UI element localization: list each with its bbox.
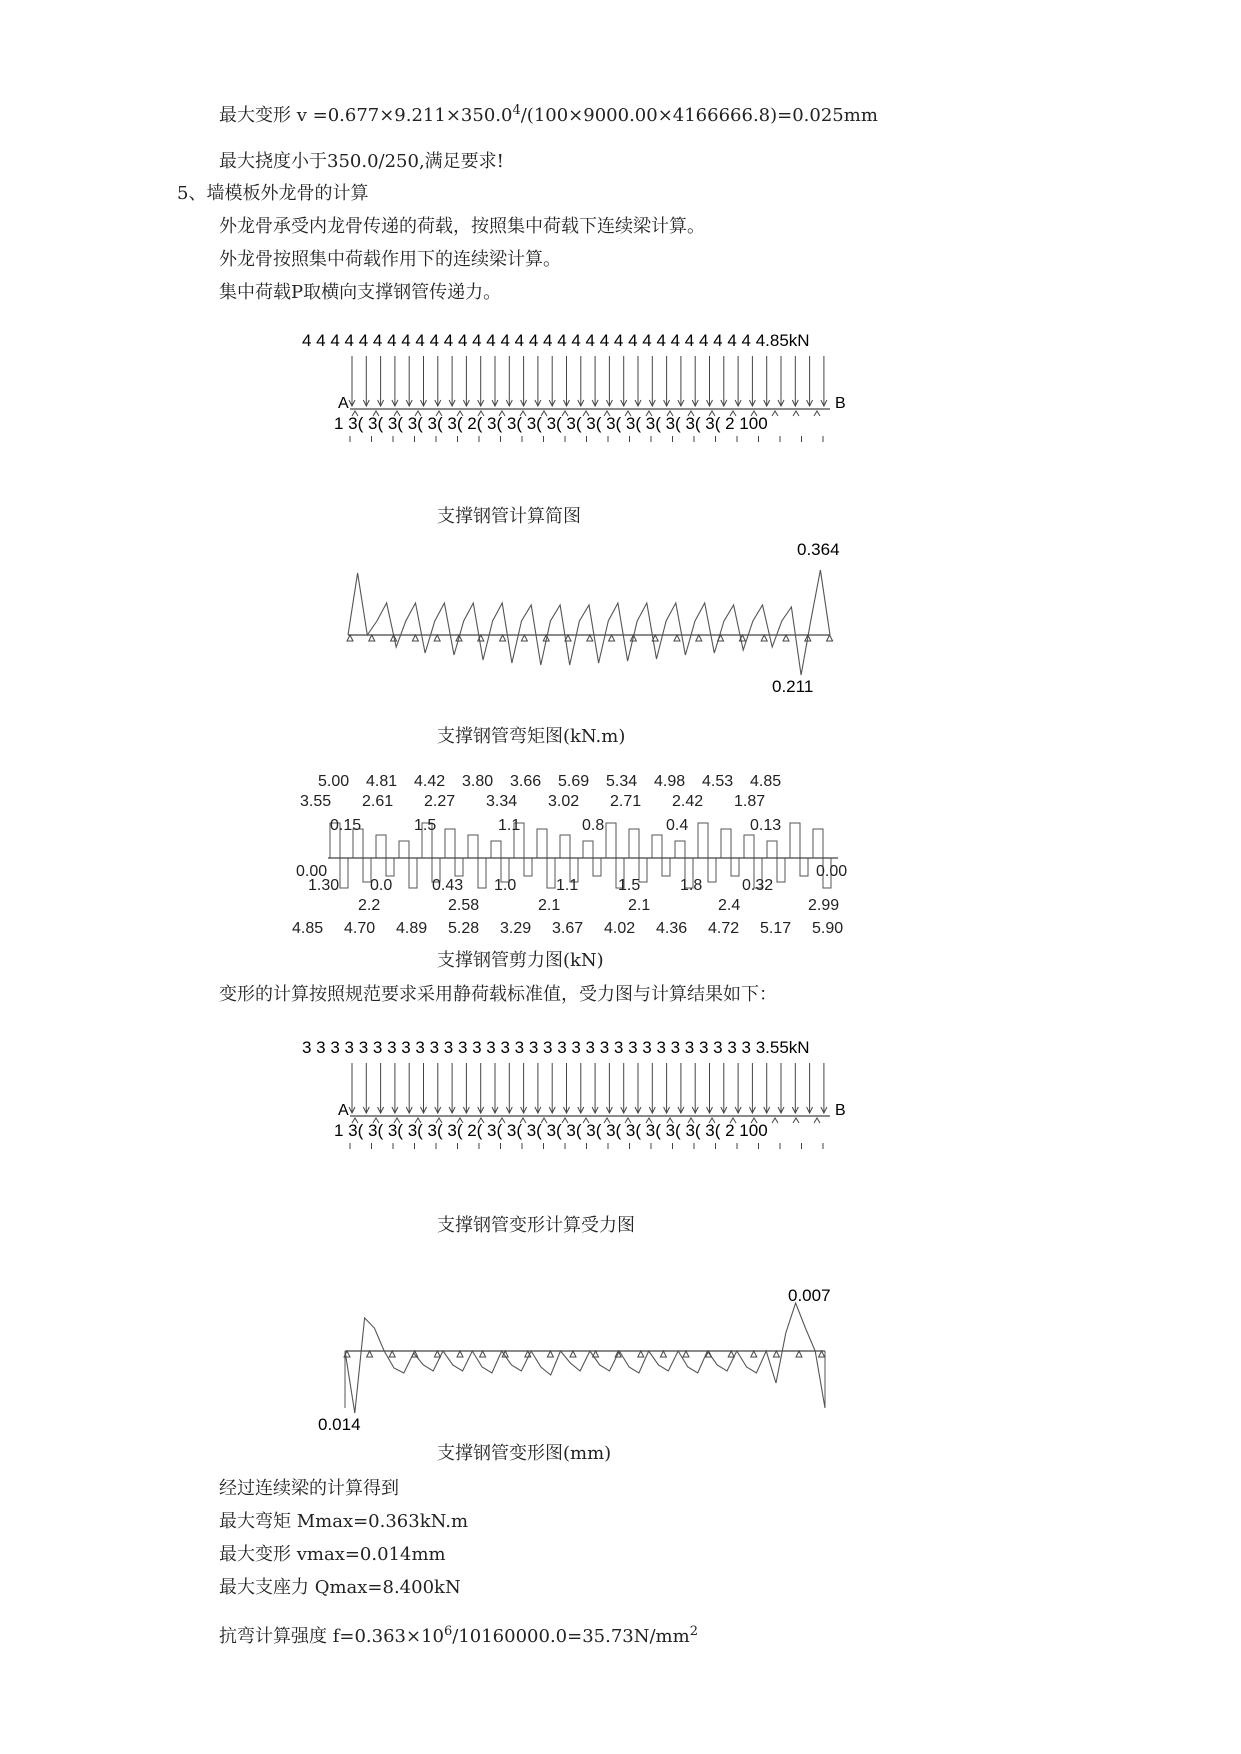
deformation-support-symbol	[593, 1351, 599, 1357]
support-symbol	[793, 411, 799, 416]
shear-upper-label: 5.34	[606, 773, 638, 790]
deformation-support-symbol	[570, 1351, 576, 1357]
shear-zero-label: 0.00	[816, 863, 848, 880]
moment-min-label: 0.211	[772, 677, 814, 696]
shear-mid-upper-label: 2.42	[672, 793, 704, 810]
shear-lower-label: 2.58	[448, 897, 480, 914]
shear-step	[698, 823, 716, 882]
shear-step	[629, 829, 647, 882]
moment-support-symbol	[412, 635, 418, 641]
support-symbol	[814, 1118, 820, 1123]
shear-mid-lower-label: 1.0	[494, 877, 517, 894]
shear-bottom-label: 4.36	[656, 920, 688, 937]
moment-support-symbol	[827, 635, 833, 641]
result-max-deflection: 最大变形 vmax=0.014mm	[219, 1544, 446, 1565]
shear-zero-label: 0.00	[296, 863, 328, 880]
shear-upper-label: 5.00	[318, 773, 350, 790]
figure-caption-3: 支撑钢管剪力图(kN)	[437, 950, 604, 971]
shear-mid-lower-label: 0.0	[370, 877, 393, 894]
shear-upper-label: 4.98	[654, 773, 686, 790]
deformation-curve	[345, 1303, 825, 1413]
deformation-end-label-b: B	[835, 1102, 846, 1119]
shear-step	[445, 829, 463, 876]
span-dimensions-label: 1 3( 3( 3( 3( 3( 3( 2( 3( 3( 3( 3( 3( 3( 3( 3( 3( 3( 3( 3( 2 100	[334, 414, 768, 433]
deformation-load-values-label: 3 3 3 3 3 3 3 3 3 3 3 3 3 3 3 3 3 3 3 3 3 3 3 3 3 3 3 3 3 3 3 3 3.55kN	[302, 1038, 810, 1057]
deformation-support-symbol	[796, 1351, 802, 1357]
deformation-support-symbol	[660, 1351, 666, 1357]
shear-lower-label: 2.1	[538, 897, 561, 914]
shear-upper-label: 4.81	[366, 773, 398, 790]
shear-bottom-label: 4.85	[292, 920, 324, 937]
deformation-support-symbol	[638, 1351, 644, 1357]
deformation-dimension-ticks	[350, 1143, 823, 1149]
figure-caption-2: 支撑钢管弯矩图(kN.m)	[437, 726, 626, 747]
moment-support-symbol	[696, 635, 702, 641]
deformation-support-symbol	[480, 1351, 486, 1357]
shear-lower-label: 2.99	[808, 897, 840, 914]
load-arrows	[349, 356, 827, 406]
shear-bottom-label: 4.89	[396, 920, 428, 937]
dimension-ticks	[350, 436, 823, 442]
shear-step	[376, 835, 394, 876]
end-label-a: A	[338, 395, 349, 412]
shear-upper-label: 4.53	[702, 773, 734, 790]
result-max-support-force: 最大支座力 Qmax=8.400kN	[219, 1577, 461, 1598]
moment-diagram-figure	[340, 535, 860, 705]
shear-step	[491, 841, 509, 882]
moment-supports	[347, 635, 833, 641]
paragraph-3: 集中荷载P取横向支撑钢管传递力。	[219, 282, 502, 303]
max-deflection-line: 最大变形 $v =0.677\times 9.211\times 350.0^4/(100\times 9000.00\times 4166666.8)=0.025mm$	[219, 103, 878, 126]
deformation-max-label: 0.007	[788, 1286, 831, 1305]
moment-support-symbol	[761, 635, 767, 641]
shear-small-label: 0.4	[666, 817, 689, 834]
shear-mid-lower-label: 1.1	[556, 877, 579, 894]
shear-upper-label: 4.42	[414, 773, 446, 790]
deformation-support-symbol	[367, 1351, 373, 1357]
deformation-diagram-figure	[310, 1273, 850, 1443]
shear-mid-upper-label: 3.02	[548, 793, 580, 810]
figure-caption-5: 支撑钢管变形图(mm)	[437, 1443, 612, 1464]
shear-step	[353, 829, 371, 882]
shear-lower-label: 2.4	[718, 897, 741, 914]
shear-step	[790, 823, 808, 876]
shear-upper-label: 5.69	[558, 773, 590, 790]
deformation-support-symbol	[819, 1351, 825, 1357]
shear-bottom-label: 5.17	[760, 920, 792, 937]
end-label-b: B	[835, 395, 846, 412]
shear-bottom-label: 3.67	[552, 920, 584, 937]
moment-support-symbol	[434, 635, 440, 641]
shear-step	[468, 835, 486, 888]
section-heading: 5、墙模板外龙骨的计算	[177, 183, 369, 204]
shear-bottom-label: 5.28	[448, 920, 480, 937]
shear-mid-lower-label: 1.8	[680, 877, 703, 894]
shear-small-label: 0.13	[750, 817, 782, 834]
figure-caption-4: 支撑钢管变形计算受力图	[437, 1215, 635, 1236]
moment-support-symbol	[369, 635, 375, 641]
moment-support-symbol	[587, 635, 593, 641]
deflection-check-line: 最大挠度小于350.0/250,满足要求!	[219, 151, 504, 172]
load-values-label: 4 4 4 4 4 4 4 4 4 4 4 4 4 4 4 4 4 4 4 4 4 4 4 4 4 4 4 4 4 4 4 4 4.85kN	[302, 331, 810, 350]
shear-mid-lower-label: 1.30	[308, 877, 340, 894]
shear-mid-lower-label: 1.5	[618, 877, 641, 894]
moment-support-symbol	[500, 635, 506, 641]
moment-support-symbol	[609, 635, 615, 641]
shear-bottom-label: 5.90	[812, 920, 844, 937]
shear-bottom-label: 4.02	[604, 920, 636, 937]
result-bending-strength: 抗弯计算强度 $f=0.363\times 10^6/10160000.0=35.73N/mm^2$	[219, 1624, 698, 1647]
moment-support-symbol	[347, 635, 353, 641]
moment-max-label: 0.364	[797, 540, 840, 559]
shear-mid-lower-label: 0.43	[432, 877, 464, 894]
shear-step	[721, 829, 739, 876]
deformation-load-figure	[300, 1035, 860, 1153]
shear-upper-label: 4.85	[750, 773, 782, 790]
shear-bottom-label: 4.72	[708, 920, 740, 937]
deformation-support-symbol	[728, 1351, 734, 1357]
shear-upper-label: 3.66	[510, 773, 542, 790]
shear-mid-upper-label: 3.55	[300, 793, 332, 810]
load-diagram-figure	[300, 328, 860, 446]
support-symbol	[793, 1118, 799, 1123]
paragraph-4: 变形的计算按照规范要求采用静荷载标准值，受力图与计算结果如下：	[219, 984, 777, 1005]
shear-bottom-label: 3.29	[500, 920, 532, 937]
deformation-support-symbol	[457, 1351, 463, 1357]
shear-small-label: 0.15	[330, 817, 362, 834]
support-symbol	[772, 1118, 778, 1123]
shear-mid-upper-label: 3.34	[486, 793, 518, 810]
shear-lower-label: 2.2	[358, 897, 381, 914]
shear-mid-upper-label: 1.87	[734, 793, 766, 810]
deformation-support-symbol	[434, 1351, 440, 1357]
moment-support-symbol	[391, 635, 397, 641]
shear-mid-lower-label: 0.32	[742, 877, 774, 894]
shear-mid-upper-label: 2.61	[362, 793, 394, 810]
paragraph-1: 外龙骨承受内龙骨传递的荷载，按照集中荷载下连续梁计算。	[219, 216, 705, 237]
deformation-load-arrows	[349, 1063, 827, 1113]
shear-mid-upper-label: 2.71	[610, 793, 642, 810]
figure-caption-1: 支撑钢管计算简图	[437, 506, 581, 527]
shear-upper-label: 3.80	[462, 773, 494, 790]
shear-small-label: 0.8	[582, 817, 605, 834]
result-max-moment: 最大弯矩 Mmax=0.363kN.m	[219, 1511, 469, 1532]
shear-small-label: 1.5	[414, 817, 437, 834]
deformation-span-label: 1 3( 3( 3( 3( 3( 3( 2( 3( 3( 3( 3( 3( 3( 3( 3( 3( 3( 3( 3( 2 100	[334, 1121, 768, 1140]
shear-small-label: 1.1	[498, 817, 521, 834]
deformation-support-symbol	[389, 1351, 395, 1357]
deformation-support-symbol	[683, 1351, 689, 1357]
moment-support-symbol	[783, 635, 789, 641]
support-symbol	[772, 411, 778, 416]
deformation-support-symbol	[773, 1351, 779, 1357]
moment-curve	[348, 570, 830, 675]
shear-diagram-figure	[292, 768, 858, 948]
moment-support-symbol	[674, 635, 680, 641]
support-symbol	[814, 411, 820, 416]
deformation-support-symbol	[547, 1351, 553, 1357]
shear-lower-label: 2.1	[628, 897, 651, 914]
paragraph-2: 外龙骨按照集中荷载作用下的连续梁计算。	[219, 249, 561, 270]
deformation-support-symbol	[751, 1351, 757, 1357]
shear-step	[767, 841, 785, 882]
moment-support-symbol	[521, 635, 527, 641]
result-intro: 经过连续梁的计算得到	[219, 1478, 399, 1499]
deformation-end-label-a: A	[338, 1102, 349, 1119]
shear-step	[399, 841, 417, 888]
shear-mid-upper-label: 2.27	[424, 793, 456, 810]
deformation-min-label: 0.014	[318, 1415, 361, 1434]
shear-bottom-label: 4.70	[344, 920, 376, 937]
shear-step	[652, 835, 670, 876]
